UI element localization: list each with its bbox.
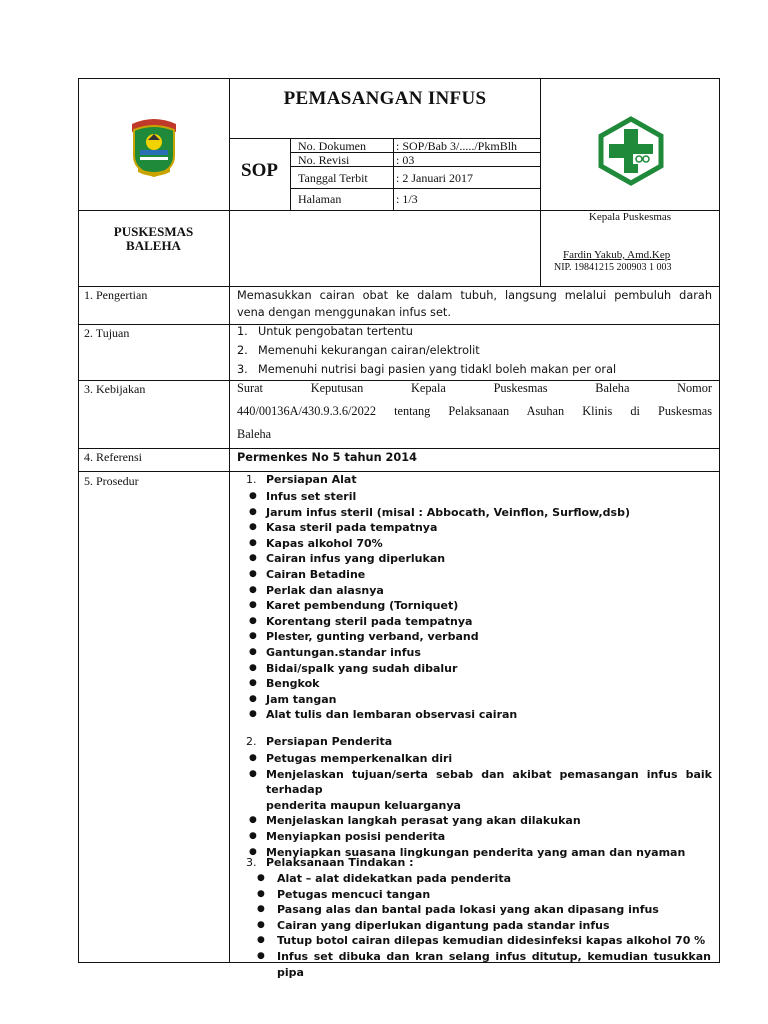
list-item: ● Petugas mencuci tangan	[257, 887, 431, 901]
prosedur-section-2-list	[245, 751, 715, 860]
tujuan-item-1: Untuk pengobatan tertentu	[258, 325, 413, 338]
org-name-line1: PUSKESMAS	[113, 224, 194, 239]
list-item: ● Pasang alas dan bantal pada lokasi yang akan dipasang infus	[257, 903, 659, 917]
list-item: ● Karet pembendung (Torniquet)	[249, 599, 459, 613]
list-item: ● Bidai/spalk yang sudah dibalur	[249, 661, 458, 675]
row-line-kebijakan-end	[78, 448, 720, 449]
list-item: ● Perlak dan alasnya	[249, 583, 384, 597]
list-item: ● Alat – alat didekatkan pada penderita	[257, 872, 512, 885]
doc-field-value-nomor: : SOP/Bab 3/...../PkmBlh	[396, 139, 518, 153]
list-item: ● Cairan Betadine	[249, 567, 366, 581]
docfield-divider	[393, 138, 394, 211]
list-item: ● Gantungan.standar infus	[249, 645, 421, 659]
row-label-prosedur: 5. Prosedur	[84, 474, 139, 488]
doc-field-label-halaman: Halaman	[298, 192, 342, 206]
pengertian-line2: vena dengan menggunakan infus set.	[237, 306, 451, 319]
doc-field-label-nomor: No. Dokumen	[298, 139, 366, 153]
docfield-row-line-3	[290, 188, 541, 189]
list-item: ● Menyiapkan posisi penderita	[249, 829, 446, 843]
prosedur-section-1-list	[245, 489, 715, 723]
tujuan-num-1: 1.	[237, 325, 248, 338]
list-item: ● Menyiapkan suasana lingkungan penderita yang aman dan nyaman	[249, 845, 686, 859]
list-item: ● Infus set steril	[249, 490, 357, 503]
org-name-line2: BALEHA	[126, 238, 181, 253]
list-item: ● Menjelaskan tujuan/serta sebab dan akibat pemasangan infus baik terhadap	[249, 767, 712, 797]
row-label-kebijakan: 3. Kebijakan	[84, 382, 146, 396]
tujuan-num-3: 3.	[237, 363, 248, 376]
list-item: ● Petugas memperkenalkan diri	[249, 752, 453, 765]
list-item: ● Bengkok	[249, 677, 320, 691]
puskesmas-logo	[596, 116, 666, 186]
table-border-top	[78, 78, 720, 79]
list-item: ● Jarum infus steril (misal : Abbocath, Veinflon, Surflow,dsb)	[249, 505, 631, 519]
list-item: ● Alat tulis dan lembaran observasi cairan	[249, 708, 518, 722]
row-line-referensi-end	[78, 471, 720, 472]
tujuan-item-2: Memenuhi kekurangan cairan/elektrolit	[258, 344, 480, 357]
prosedur-section-2-num: 2.	[246, 735, 257, 748]
page-title: PEMASANGAN INFUS	[283, 88, 487, 109]
kebijakan-line1: Surat Keputusan Kepala Puskesmas Baleha Nomor	[237, 381, 712, 395]
list-item: ● Kapas alkohol 70%	[249, 536, 383, 550]
kebijakan-line3: Baleha	[237, 427, 272, 441]
prosedur-section-3-list	[253, 871, 713, 980]
tujuan-item-3: Memenuhi nutrisi bagi pasien yang tidakl boleh makan per oral	[258, 363, 617, 376]
prosedur-section-3-num: 3.	[246, 856, 257, 869]
list-item: ● Jam tangan	[249, 692, 337, 706]
list-item: ● Cairan infus yang diperlukan	[249, 552, 446, 566]
list-item: ● Infus set dibuka dan kran selang infus ditutup, kemudian tusukkan pipa	[257, 949, 711, 979]
list-item: ● Cairan yang diperlukan digantung pada standar infus	[257, 918, 610, 932]
doc-field-label-tanggal: Tanggal Terbit	[298, 171, 368, 185]
doc-field-value-tanggal: : 2 Januari 2017	[396, 171, 473, 185]
row-label-pengertian: 1. Pengertian	[84, 288, 148, 302]
doc-field-value-revisi: : 03	[396, 153, 415, 167]
doc-field-value-halaman: : 1/3	[396, 192, 418, 206]
pengertian-line1: Memasukkan cairan obat ke dalam tubuh, langsung melalui pembuluh darah	[237, 289, 712, 302]
regency-logo	[118, 110, 190, 182]
head-title: Kepala Puskesmas	[588, 211, 672, 223]
doc-field-label-revisi: No. Revisi	[298, 153, 350, 167]
row-label-referensi: 4. Referensi	[84, 450, 142, 464]
list-item: ● Korentang steril pada tempatnya	[249, 614, 473, 628]
tujuan-num-2: 2.	[237, 344, 248, 357]
sop-divider	[290, 138, 291, 211]
prosedur-section-1-title: Persiapan Alat	[266, 473, 357, 486]
list-item: ● Kasa steril pada tempatnya	[249, 521, 438, 535]
prosedur-section-3-title: Pelaksanaan Tindakan :	[266, 856, 414, 869]
kebijakan-line2: 440/00136A/430.9.3.6/2022 tentang Pelaksanaan Asuhan Klinis di Puskesmas	[237, 404, 712, 418]
referensi-text: Permenkes No 5 tahun 2014	[237, 451, 417, 464]
sop-label: SOP	[241, 160, 278, 181]
list-item: penderita maupun keluarganya	[266, 798, 461, 812]
list-item: ● Plester, gunting verband, verband	[249, 630, 479, 644]
list-item: ● Menjelaskan langkah perasat yang akan dilakukan	[249, 814, 581, 828]
head-name: Fardin Yakub, Amd.Kep	[563, 249, 671, 261]
prosedur-section-2-title: Persiapan Penderita	[266, 735, 393, 748]
list-item: ● Tutup botol cairan dilepas kemudian didesinfeksi kapas alkohol 70 %	[257, 934, 706, 948]
prosedur-section-1-num: 1.	[246, 473, 257, 486]
row-label-tujuan: 2. Tujuan	[84, 326, 130, 340]
head-nip: NIP. 19841215 200903 1 003	[554, 262, 672, 273]
row-line-header-end	[78, 286, 720, 287]
